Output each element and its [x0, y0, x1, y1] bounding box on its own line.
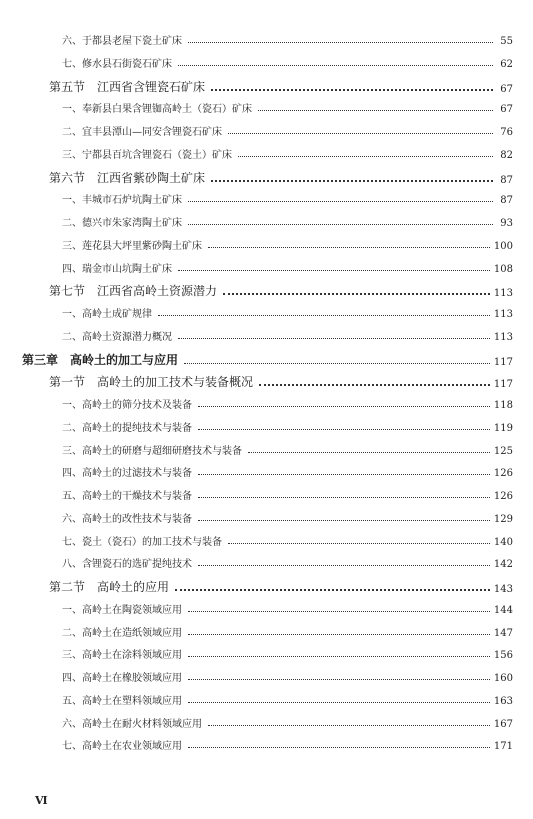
dot-leader — [208, 725, 490, 726]
toc-entry-item[interactable] — [62, 555, 513, 570]
dot-leader — [198, 565, 490, 566]
toc-entry-title: 六、高岭土的改性技术与装备 — [62, 513, 192, 525]
toc-entry-title: 第一节 高岭土的加工技术与装备概况 — [49, 375, 254, 390]
toc-entry-title: 二、德兴市朱家湾陶土矿床 — [62, 218, 182, 229]
toc-entry-page-number: 171 — [493, 741, 513, 753]
toc-entry-title: 一、丰城市石炉坑陶土矿床 — [62, 195, 182, 207]
toc-entry-title: 八、含锂瓷石的选矿提纯技术 — [62, 559, 192, 571]
toc-entry-item[interactable] — [62, 669, 513, 684]
toc-entry-page-number: 147 — [493, 627, 513, 639]
toc-entry-title: 二、宜丰县潭山—同安含锂瓷石矿床 — [62, 127, 222, 138]
toc-entry-page-number: 62 — [500, 58, 513, 70]
toc-entry-page-number: 140 — [493, 536, 513, 548]
dot-leader — [198, 406, 490, 407]
toc-entry-title: 一、高岭土成矿规律 — [62, 309, 152, 320]
toc-entry-title: 三、宁都县百坑含锂瓷石（瓷土）矿床 — [62, 149, 232, 161]
toc-entry-page-number: 163 — [493, 695, 513, 707]
toc-entry-title: 五、高岭土的干燥技术与装备 — [62, 491, 192, 502]
toc-entry-item[interactable] — [62, 737, 513, 752]
toc-entry-item[interactable] — [62, 442, 513, 457]
toc-entry-title: 六、高岭土在耐火材料领域应用 — [62, 718, 202, 730]
toc-entry-item[interactable] — [62, 260, 513, 275]
dot-leader — [188, 634, 490, 635]
toc-entry-title: 第二节 高岭土的应用 — [49, 580, 170, 594]
dot-leader — [223, 293, 490, 295]
dot-leader — [238, 156, 493, 157]
toc-entry-item[interactable] — [62, 55, 513, 70]
dot-leader — [188, 679, 490, 680]
dot-leader — [188, 747, 490, 748]
toc-entry-item[interactable] — [62, 146, 513, 161]
toc-entry-page-number: 118 — [493, 400, 513, 411]
toc-entry-title: 七、瓷土（瓷石）的加工技术与装备 — [62, 536, 222, 548]
toc-entry-title: 七、高岭土在农业领域应用 — [62, 741, 182, 753]
dot-leader — [258, 110, 493, 111]
toc-entry-item[interactable] — [62, 646, 513, 661]
toc-entry-section[interactable] — [49, 78, 513, 95]
dot-leader — [228, 543, 490, 544]
toc-entry-item[interactable] — [62, 419, 513, 434]
toc-entry-page-number: 156 — [493, 650, 513, 662]
dot-leader — [228, 133, 493, 134]
toc-entry-title: 第五节 江西省含锂瓷石矿床 — [49, 79, 206, 94]
toc-entry-page-number: 144 — [493, 604, 513, 616]
toc-entry-item[interactable] — [62, 328, 513, 343]
toc-entry-item[interactable] — [62, 191, 513, 206]
toc-entry-page-number: 55 — [500, 36, 513, 47]
dot-leader — [178, 65, 493, 66]
dot-leader — [175, 589, 490, 591]
toc-entry-title: 四、瑞金市山坑陶土矿床 — [62, 263, 172, 275]
dot-leader — [158, 315, 490, 316]
dot-leader — [198, 520, 490, 521]
dot-leader — [178, 270, 490, 271]
toc-entry-page-number: 87 — [500, 195, 513, 207]
toc-entry-title: 第三章 高岭土的加工与应用 — [22, 352, 179, 367]
toc-entry-title: 二、高岭土的提纯技术与装备 — [62, 422, 192, 434]
toc-entry-page-number: 93 — [500, 218, 513, 229]
toc-entry-title: 四、高岭土在橡胶领域应用 — [62, 673, 182, 684]
toc-entry-item[interactable] — [62, 396, 513, 411]
dot-leader — [248, 452, 490, 453]
toc-entry-page-number: 160 — [493, 673, 513, 684]
dot-leader — [188, 702, 490, 703]
toc-entry-title: 三、高岭土的研磨与超细研磨技术与装备 — [62, 445, 242, 457]
toc-entry-title: 二、高岭土在造纸领域应用 — [62, 627, 182, 639]
toc-entry-section[interactable] — [49, 282, 513, 299]
toc-entry-page-number: 126 — [493, 491, 513, 502]
toc-entry-item[interactable] — [62, 601, 513, 616]
toc-entry-title: 一、高岭土在陶瓷领域应用 — [62, 604, 182, 616]
dot-leader — [188, 201, 493, 202]
toc-entry-chapter[interactable] — [22, 351, 513, 368]
toc-entry-page-number: 113 — [493, 331, 513, 343]
toc-entry-item[interactable] — [62, 715, 513, 730]
toc-entry-item[interactable] — [62, 214, 513, 229]
toc-entry-item[interactable] — [62, 510, 513, 525]
toc-entry-section[interactable] — [49, 169, 513, 186]
toc-entry-page-number: 117 — [493, 356, 513, 368]
toc-entry-page-number: 67 — [500, 104, 513, 116]
dot-leader — [178, 338, 490, 339]
toc-entry-page-number: 100 — [493, 240, 513, 252]
toc-entry-title: 第七节 江西省高岭土资源潜力 — [49, 284, 218, 299]
dot-leader — [211, 180, 493, 182]
dot-leader — [198, 497, 490, 498]
dot-leader — [184, 363, 490, 364]
toc-entry-page-number: 126 — [493, 468, 513, 480]
toc-entry-title: 一、奉新县白果含锂铷高岭土（瓷石）矿床 — [62, 104, 252, 116]
dot-leader — [198, 429, 490, 430]
toc-entry-title: 一、高岭土的筛分技术及装备 — [62, 400, 192, 411]
toc-entry-title: 五、高岭土在塑料领域应用 — [62, 695, 182, 707]
toc-entry-page-number: 82 — [500, 149, 513, 161]
toc-entry-page-number: 143 — [493, 584, 513, 595]
toc-entry-section[interactable] — [49, 373, 513, 390]
dot-leader — [188, 224, 493, 225]
toc-entry-title: 二、高岭土资源潜力概况 — [62, 331, 172, 343]
toc-entry-page-number: 167 — [493, 718, 513, 730]
dot-leader — [259, 384, 490, 386]
toc-entry-page-number: 142 — [493, 559, 513, 571]
toc-entry-item[interactable] — [62, 624, 513, 639]
dot-leader — [188, 656, 490, 657]
dot-leader — [188, 611, 490, 612]
toc-entry-item[interactable] — [62, 123, 513, 138]
toc-entry-page-number: 76 — [500, 127, 513, 138]
dot-leader — [211, 89, 493, 91]
toc-entry-page-number: 67 — [500, 83, 513, 95]
toc-entry-item[interactable] — [62, 305, 513, 320]
page-folio: Ⅵ — [35, 794, 48, 807]
toc-entry-item[interactable] — [62, 464, 513, 479]
toc-entry-title: 六、于都县老屋下瓷土矿床 — [62, 36, 182, 47]
toc-entry-title: 三、莲花县大坪里紫砂陶土矿床 — [62, 240, 202, 252]
toc-entry-page-number: 113 — [493, 309, 513, 320]
toc-entry-page-number: 119 — [493, 422, 513, 434]
toc-entry-item[interactable] — [62, 100, 513, 115]
toc-entry-item[interactable] — [62, 32, 513, 47]
toc-entry-page-number: 125 — [493, 445, 513, 457]
toc-entry-title: 第六节 江西省紫砂陶土矿床 — [49, 170, 206, 185]
toc-entry-title: 四、高岭土的过滤技术与装备 — [62, 468, 192, 480]
toc-entry-title: 七、修水县石街瓷石矿床 — [62, 58, 172, 70]
toc-entry-page-number: 129 — [493, 513, 513, 525]
dot-leader — [208, 247, 490, 248]
toc-entry-page-number: 87 — [500, 174, 513, 186]
toc-entry-item[interactable] — [62, 487, 513, 502]
toc-entry-item[interactable] — [62, 692, 513, 707]
toc-entry-item[interactable] — [62, 237, 513, 252]
toc-entry-page-number: 113 — [493, 288, 513, 300]
toc-entry-title: 三、高岭土在涂料领域应用 — [62, 650, 182, 662]
toc-entry-page-number: 117 — [493, 379, 513, 391]
dot-leader — [198, 474, 490, 475]
toc-entry-item[interactable] — [62, 533, 513, 548]
dot-leader — [188, 42, 493, 43]
toc-entry-page-number: 108 — [493, 263, 513, 275]
toc-entry-section[interactable] — [49, 578, 513, 595]
